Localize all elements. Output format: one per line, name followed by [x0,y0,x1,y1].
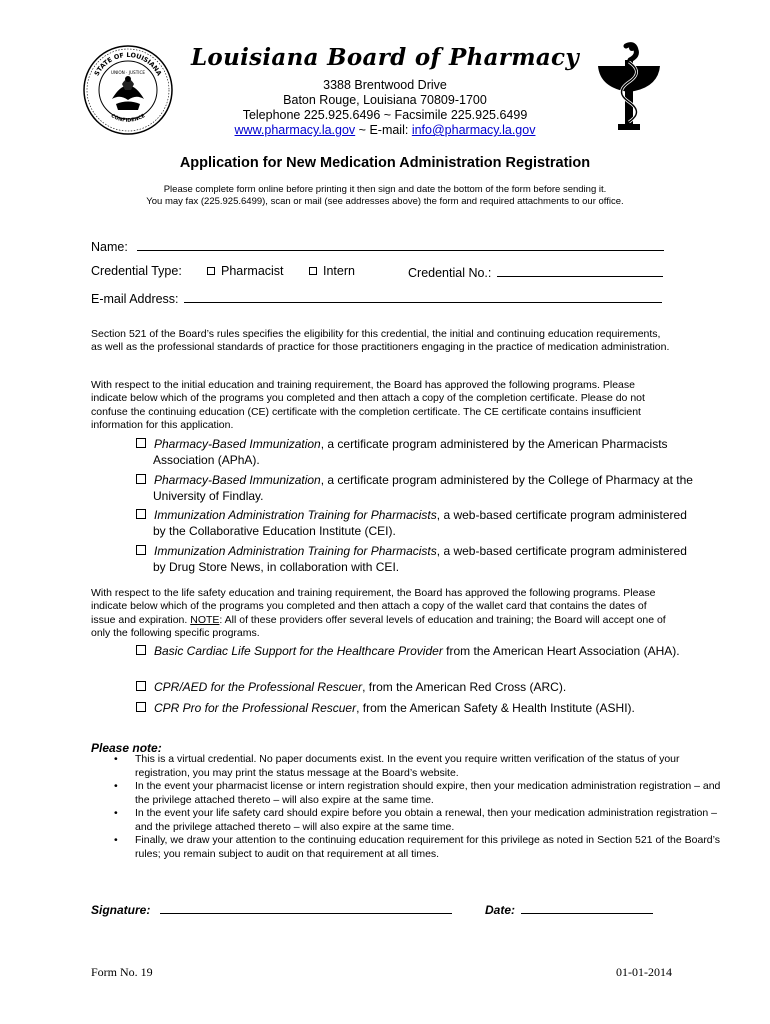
signature-label: Signature: [91,903,151,917]
intern-option[interactable] [309,264,355,278]
pharmacist-checkbox[interactable] [207,267,215,275]
program-checkbox[interactable] [136,681,146,691]
intern-option-label: Intern [323,264,355,278]
note-item: • In the event your life safety card should expire before you obtain a renewal, then your medication administration registration – and the privilege attached thereto – will also expire at the same time. [114,807,717,833]
life-safety-program-item[interactable] [136,701,693,717]
please-note-heading: Please note: [91,741,162,755]
form-number: Form No. 19 [91,965,153,979]
note-text: In the event your pharmacist license or intern registration should expire, then your medication administration registration – and the privilege attached thereto – will also expire at the same time. [135,780,721,806]
program-checkbox[interactable] [136,645,146,655]
program-title: Pharmacy-Based Immunization [154,473,321,487]
program-title: Immunization Administration Training for Pharmacists [154,508,437,522]
pharmacist-option-label: Pharmacist [221,264,284,278]
education-program-item[interactable] [136,437,693,468]
email-address-label: E-mail Address: [91,292,179,306]
note-text: This is a virtual credential. No paper documents exist. In the event you require written verification of the status of your registration, you may print the status message at the Board’s website. [135,753,680,779]
program-title: Basic Cardiac Life Support for the Healthcare Provider [154,644,443,658]
seal-top-text: STATE OF LOUISIANA [92,50,164,78]
date-label: Date: [485,903,516,917]
contact-line [0,123,770,138]
website-link[interactable]: www.pharmacy.la.gov [234,123,356,137]
form-title: Application for New Medication Administration Registration [179,155,591,171]
life-safety-intro-paragraph [91,587,671,640]
note-text: Finally, we draw your attention to the continuing education requirement for this privilege as noted in Section 521 of the Board’s rules; you remain subject to audit on that requirement at all times. [135,834,721,860]
program-checkbox[interactable] [136,702,146,712]
program-title: Immunization Administration Training for Pharmacists [154,544,437,558]
program-title: CPR Pro for the Professional Rescuer [154,701,357,715]
credential-type-label: Credential Type: [91,264,182,278]
date-input-line[interactable] [521,901,653,914]
program-title: Pharmacy-Based Immunization [154,437,321,451]
life-safety-intro-text-continued: : All of these providers offer several levels of education and training; the Board will accept one of only the following specific programs. [91,613,666,639]
program-description: , a certificate program administered by the College of Pharmacy at the University of Findlay. [153,473,693,503]
credential-no-label: Credential No.: [408,266,492,280]
date-field [485,901,653,917]
email-input-line[interactable] [184,290,662,303]
education-intro-paragraph: With respect to the initial education and training requirement, the Board has approved the following programs. Please indicate below which of the programs you completed and then attach a copy of the completion certificate. Please do not confuse the continuing education (CE) certificate with the completion certificate. The CE certificate contains insufficient information for this application. [91,379,645,431]
note-item: • This is a virtual credential. No paper documents exist. In the event you require written verification of the status of your registration, you may print the status message at the Board’s website. [114,753,680,779]
email-separator: ~ E-mail: [358,123,409,137]
seal-motto: UNION · JUSTICE [110,70,146,75]
intern-checkbox[interactable] [309,267,317,275]
seal-bottom-text: CONFIDENCE [109,113,147,124]
signature-field [91,901,452,917]
pharmacist-option[interactable] [207,264,284,278]
program-description: from the American Heart Association (AHA). [442,644,680,658]
city-state-zip: Baton Rouge, Louisiana 70809-1700 [283,93,487,107]
life-safety-intro-text: With respect to the life safety education and training requirement, the Board has approved the following programs. Please indicate below which of the programs you completed and then attach a copy of the wallet card that contains the dates of issue and expiration. [91,587,656,626]
education-program-item[interactable] [136,508,693,539]
program-description: , a web-based certificate program administered by Drug Store News, in collaboration with CEI. [153,544,687,574]
program-description: , from the American Safety & Health Institute (ASHI). [356,701,635,715]
program-checkbox[interactable] [136,545,146,555]
life-safety-program-item[interactable] [136,644,693,660]
credential-no-input-line[interactable] [497,264,663,277]
program-description: , a web-based certificate program administered by the Collaborative Education Institute (CEI). [153,508,687,538]
note-item: • Finally, we draw your attention to the continuing education requirement for this privilege as noted in Section 521 of the Board’s rules; you remain subject to audit on that requirement at all times. [114,834,721,860]
program-checkbox[interactable] [136,509,146,519]
program-title: CPR/AED for the Professional Rescuer [154,680,363,694]
name-input-line[interactable] [137,238,664,251]
name-field [91,238,664,254]
program-checkbox[interactable] [136,474,146,484]
phone-fax: Telephone 225.925.6496 ~ Facsimile 225.925.6499 [242,108,528,122]
instructions-line-2: You may fax (225.925.6499), scan or mail (see addresses above) the form and required attachments to our office. [146,196,624,207]
signature-input-line[interactable] [160,901,452,914]
note-item: • In the event your pharmacist license or intern registration should expire, then your medication administration registration – and the privilege attached thereto – will also expire at the same time. [114,780,721,806]
note-word: NOTE [190,613,220,626]
email-field [91,290,662,306]
email-link[interactable]: info@pharmacy.la.gov [411,123,536,137]
instructions-line-1: Please complete form online before printing it then sign and date the bottom of the form before sending it. [163,184,607,195]
education-program-item[interactable] [136,473,693,504]
note-text: In the event your life safety card should expire before you obtain a renewal, then your medication administration registration – and the privilege attached thereto – will also expire at the same time. [135,807,717,833]
life-safety-program-item[interactable] [136,680,693,696]
education-program-item[interactable] [136,544,693,575]
notes-list [91,753,725,861]
street-address: 3388 Brentwood Drive [323,78,447,92]
section-521-paragraph: Section 521 of the Board’s rules specifies the eligibility for this credential, the initial and continuing education requirements, as well as the professional standards of practice for those practitioners engaging in the practice of medication administration. [91,328,670,354]
program-description: , a certificate program administered by the American Pharmacists Association (APhA). [153,437,668,467]
name-label: Name: [91,240,128,254]
program-description: , from the American Red Cross (ARC). [362,680,567,694]
form-date: 01-01-2014 [616,965,672,979]
credential-no-field [408,264,663,280]
board-name: Louisiana Board of Pharmacy [190,44,580,71]
program-checkbox[interactable] [136,438,146,448]
